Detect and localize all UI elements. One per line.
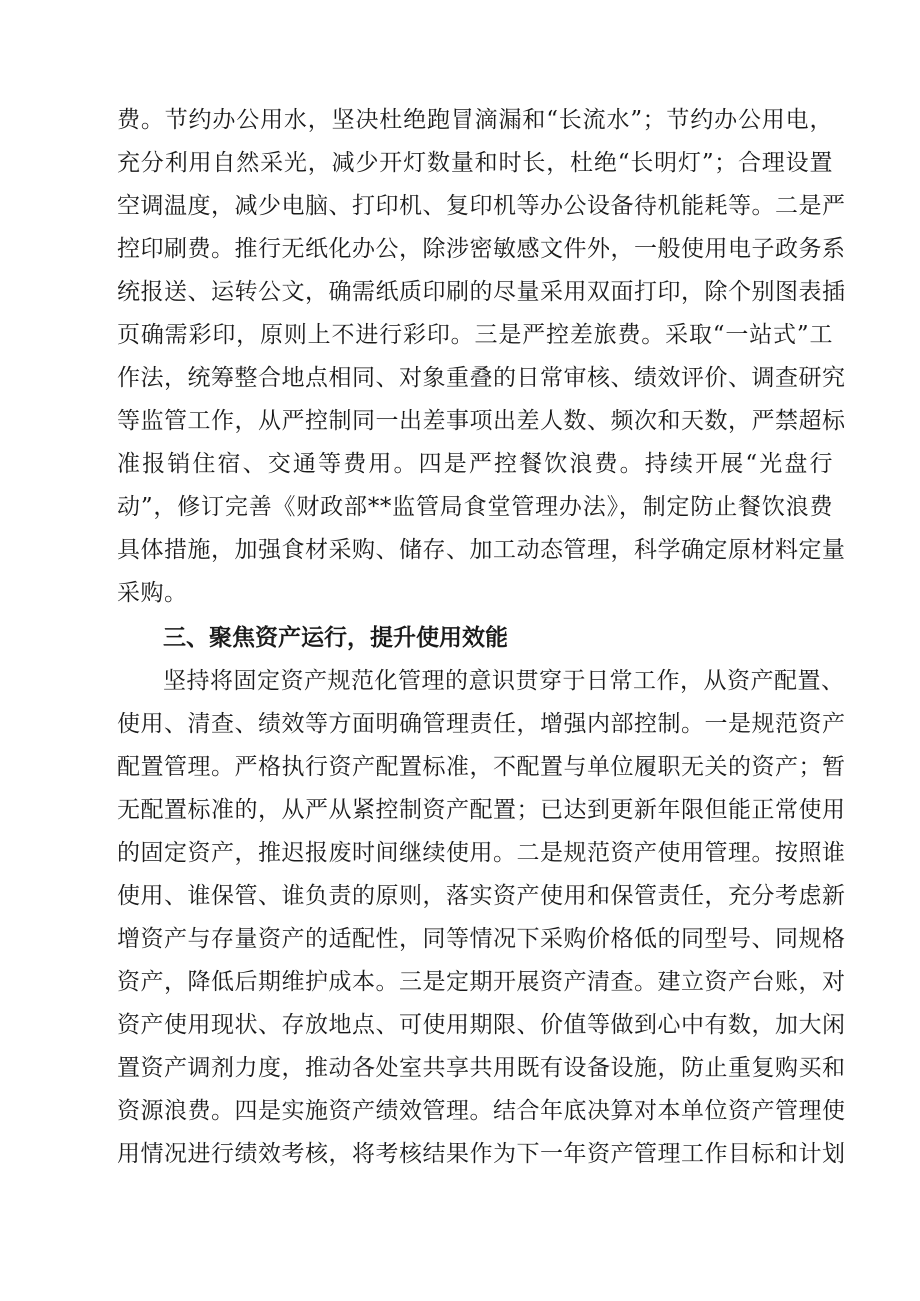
body-text-line: 统报送、运转公文，确需纸质印刷的尽量采用双面打印，除个别图表插	[117, 279, 846, 305]
body-text-line: 充分利用自然采光，减少开灯数量和时长，杜绝“长明灯”；合理设置	[117, 150, 833, 176]
body-text-line: 具体措施，加强食材采购、储存、加工动态管理，科学确定原材料定量	[117, 537, 846, 563]
section-heading: 三、聚焦资产运行，提升使用效能	[163, 625, 508, 651]
body-text-line: 使用、清查、绩效等方面明确管理责任，增强内部控制。一是规范资产	[117, 711, 846, 737]
body-text-line: 控印刷费。推行无纸化办公，除涉密敏感文件外，一般使用电子政务系	[117, 236, 846, 262]
body-text-line: 配置管理。严格执行资产配置标准，不配置与单位履职无关的资产；暂	[117, 754, 846, 780]
body-text-line: 资源浪费。四是实施资产绩效管理。结合年底决算对本单位资产管理使	[117, 1098, 846, 1124]
body-text-line: 作法，统筹整合地点相同、对象重叠的日常审核、绩效评价、调查研究	[117, 365, 846, 391]
body-text-line: 资产，降低后期维护成本。三是定期开展资产清查。建立资产台账，对	[117, 969, 846, 995]
body-text-line: 采购。	[117, 580, 188, 606]
body-text-line: 坚持将固定资产规范化管理的意识贯穿于日常工作，从资产配置、	[163, 668, 845, 694]
body-text-line: 费。节约办公用水，坚决杜绝跑冒滴漏和“长流水”；节约办公用电，	[117, 107, 833, 133]
body-text-line: 用情况进行绩效考核，将考核结果作为下一年资产管理工作目标和计划	[117, 1141, 846, 1167]
body-text-line: 等监管工作，从严控制同一出差事项出差人数、频次和天数，严禁超标	[117, 408, 846, 434]
body-text-line: 资产使用现状、存放地点、可使用期限、价值等做到心中有数，加大闲	[117, 1012, 846, 1038]
body-text-line: 页确需彩印，原则上不进行彩印。三是严控差旅费。采取“一站式”工	[117, 322, 833, 348]
body-text-line: 使用、谁保管、谁负责的原则，落实资产使用和保管责任，充分考虑新	[117, 883, 846, 909]
body-text-line: 的固定资产，推迟报废时间继续使用。二是规范资产使用管理。按照谁	[117, 840, 846, 866]
body-text-line: 动”，修订完善《财政部**监管局食堂管理办法》，制定防止餐饮浪费	[117, 494, 833, 520]
body-text-line: 置资产调剂力度，推动各处室共享共用既有设备设施，防止重复购买和	[117, 1055, 846, 1081]
body-text-line: 准报销住宿、交通等费用。四是严控餐饮浪费。持续开展“光盘行	[117, 451, 833, 477]
body-text-line: 无配置标准的，从严从紧控制资产配置；已达到更新年限但能正常使用	[117, 797, 846, 823]
body-text-line: 空调温度，减少电脑、打印机、复印机等办公设备待机能耗等。二是严	[117, 193, 846, 219]
body-text-line: 增资产与存量资产的适配性，同等情况下采购价格低的同型号、同规格	[117, 926, 846, 952]
